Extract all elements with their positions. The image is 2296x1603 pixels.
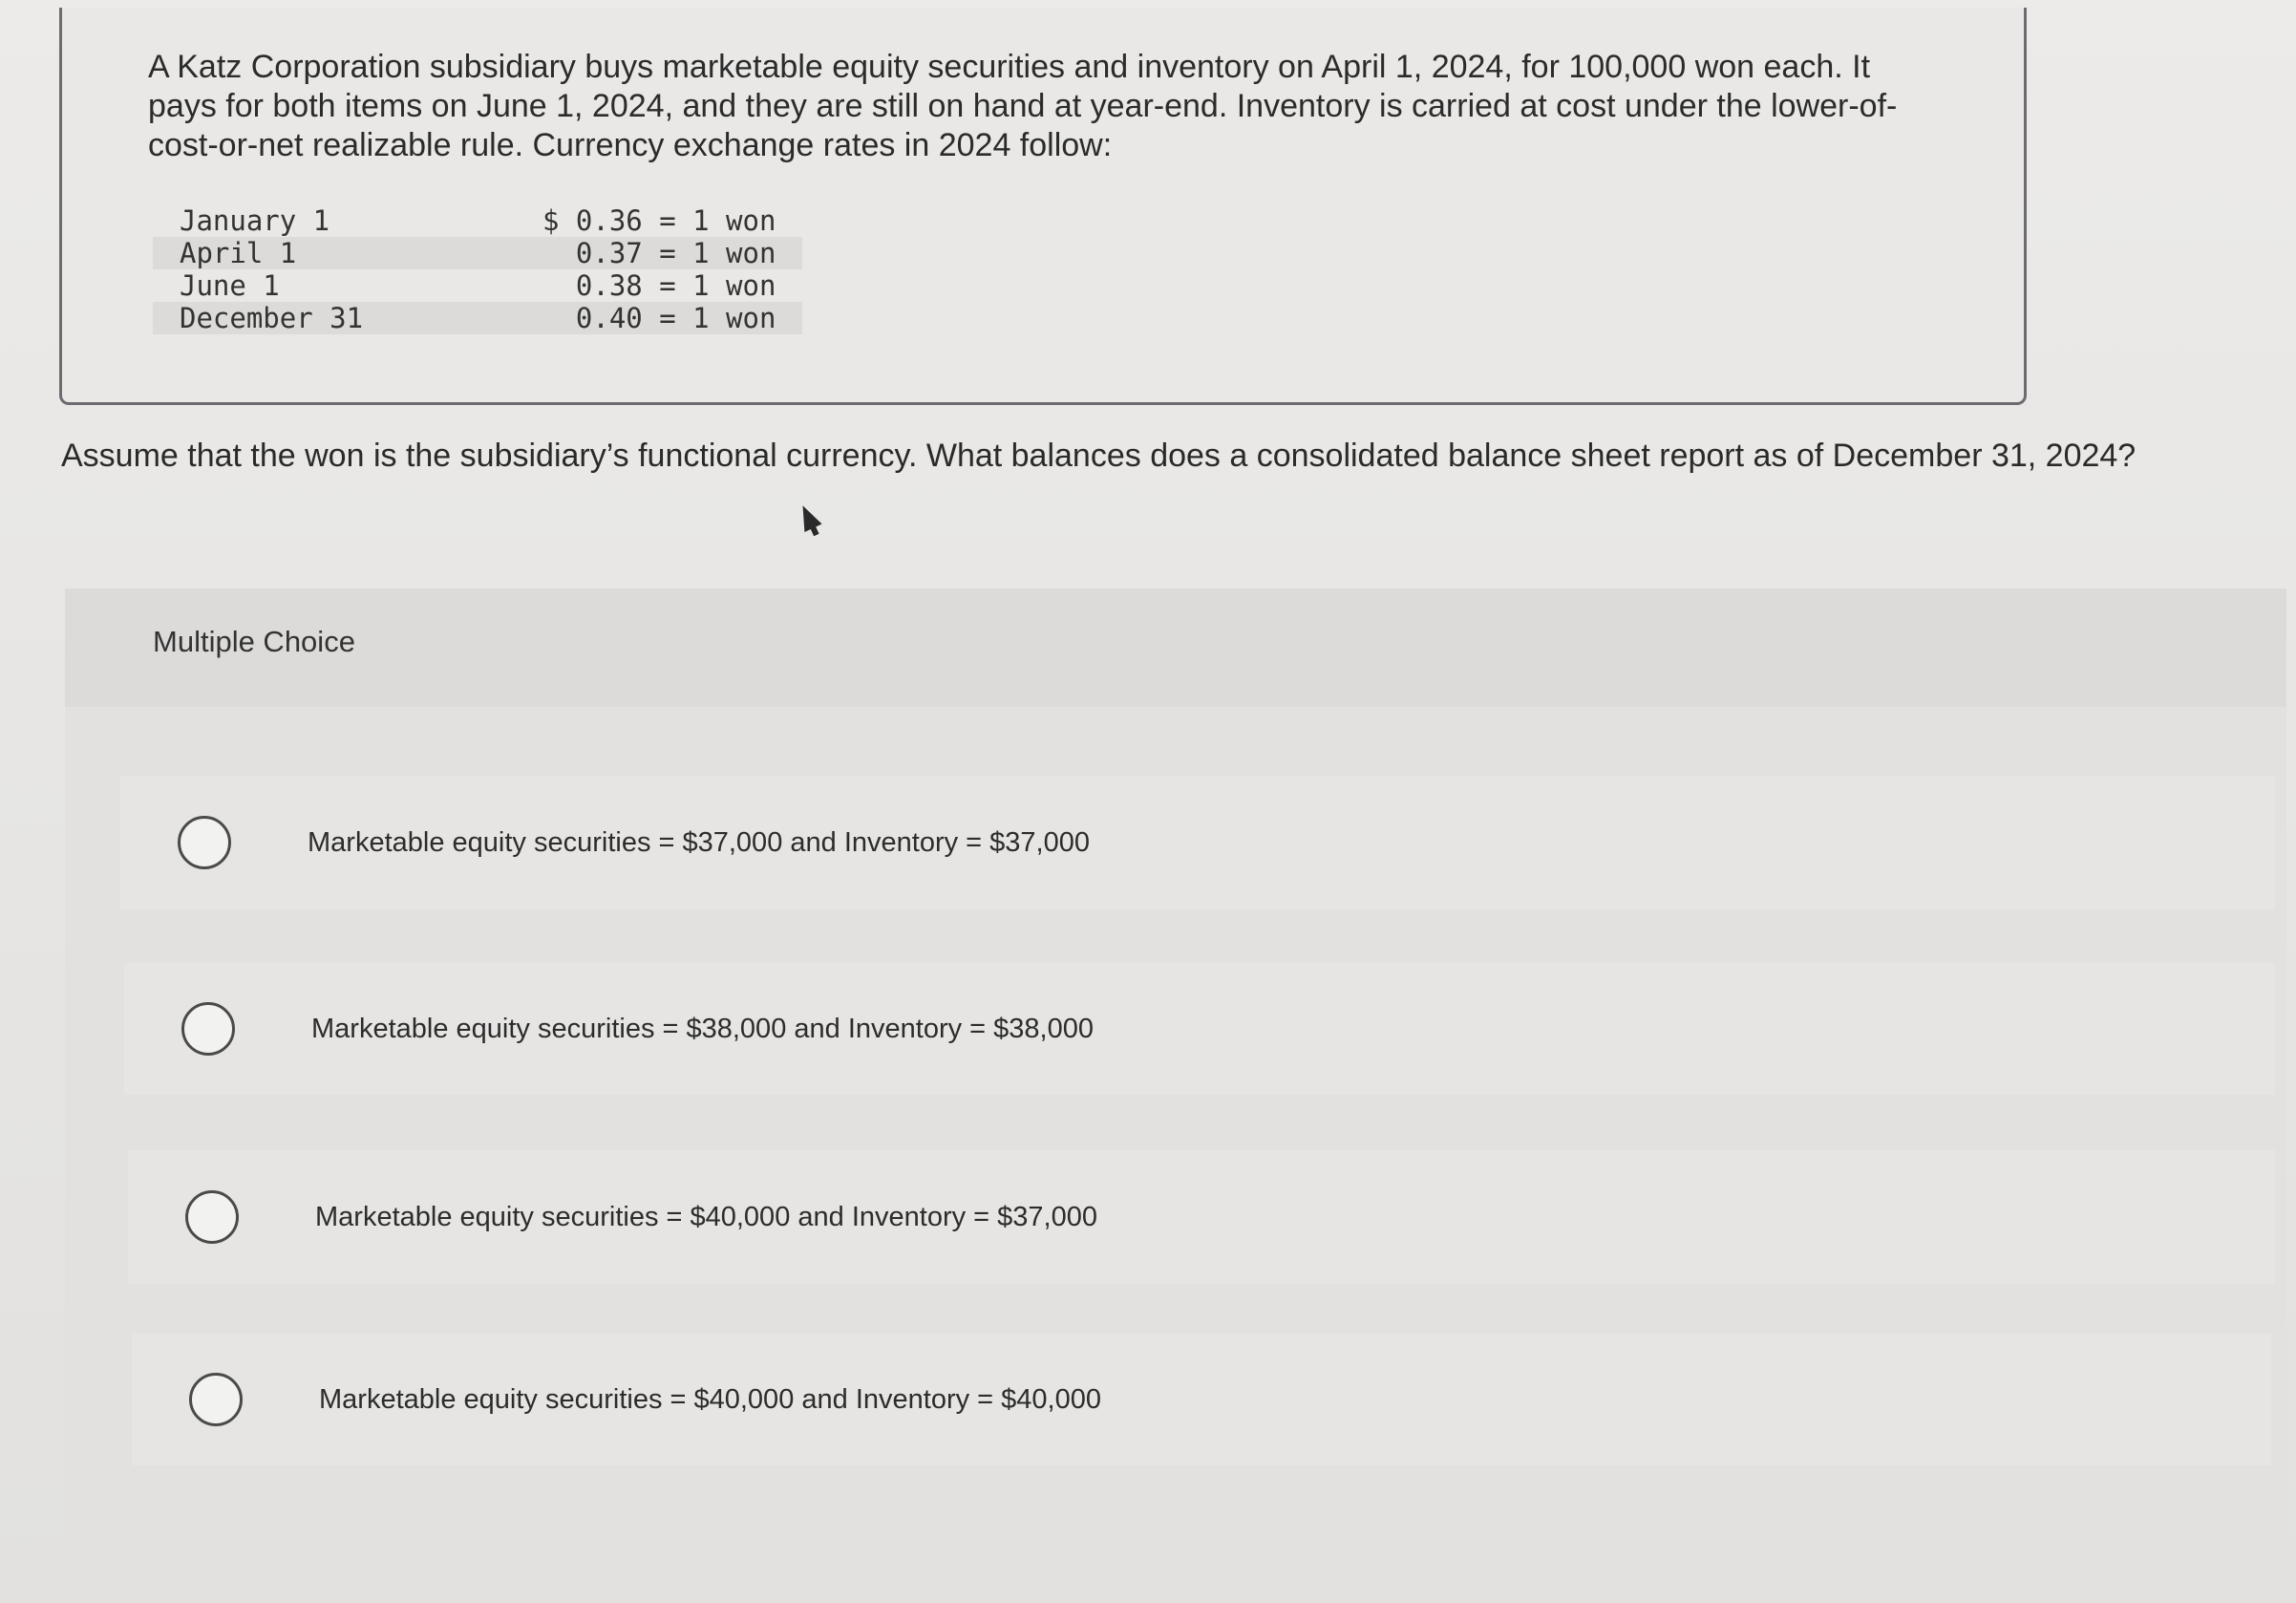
- problem-line: A Katz Corporation subsidiary buys marketable equity securities and inventory on April 1, 2024, for 100,000 won each. It: [148, 49, 1871, 85]
- choice-label: Marketable equity securities = $40,000 and Inventory = $40,000: [319, 1383, 1101, 1415]
- problem-line: pays for both items on June 1, 2024, and they are still on hand at year-end. Inventory is carried at cost under the lower-of-: [148, 88, 1898, 124]
- rate-date: January 1: [180, 204, 330, 237]
- radio-button[interactable]: [181, 1002, 235, 1056]
- problem-line: cost-or-net realizable rule. Currency exchange rates in 2024 follow:: [148, 127, 1113, 163]
- multiple-choice-panel: [65, 588, 2286, 1572]
- problem-statement: [148, 48, 1944, 165]
- choice-option-2[interactable]: [124, 963, 2275, 1095]
- rate-row: [153, 237, 802, 269]
- choice-label: Marketable equity securities = $40,000 and Inventory = $37,000: [315, 1201, 1097, 1232]
- rate-date: April 1: [180, 237, 297, 269]
- mouse-cursor-icon: [794, 502, 821, 532]
- multiple-choice-header: [65, 588, 2286, 707]
- rate-value: 0.40 = 1 won: [542, 302, 776, 334]
- exchange-rate-table: [153, 204, 802, 334]
- rate-value: $ 0.36 = 1 won: [542, 204, 776, 237]
- rate-row: [153, 204, 802, 237]
- question-text: Assume that the won is the subsidiary’s functional currency. What balances does a consolidated balance sheet report as of December 31, 2024?: [61, 438, 2137, 474]
- choice-option-3[interactable]: [128, 1150, 2275, 1284]
- choice-label: Marketable equity securities = $38,000 and Inventory = $38,000: [311, 1013, 1094, 1044]
- multiple-choice-title: Multiple Choice: [153, 625, 355, 658]
- radio-button[interactable]: [189, 1373, 243, 1426]
- rate-row: [153, 269, 802, 302]
- radio-button[interactable]: [185, 1190, 239, 1244]
- rate-value: 0.37 = 1 won: [542, 237, 776, 269]
- radio-button[interactable]: [178, 816, 231, 869]
- rate-date: December 31: [180, 302, 364, 334]
- choice-label: Marketable equity securities = $37,000 and Inventory = $37,000: [308, 826, 1090, 858]
- rate-date: June 1: [180, 269, 280, 302]
- rate-value: 0.38 = 1 won: [542, 269, 776, 302]
- choice-option-1[interactable]: [120, 776, 2275, 909]
- rate-row: [153, 302, 802, 334]
- choice-option-4[interactable]: [132, 1334, 2271, 1465]
